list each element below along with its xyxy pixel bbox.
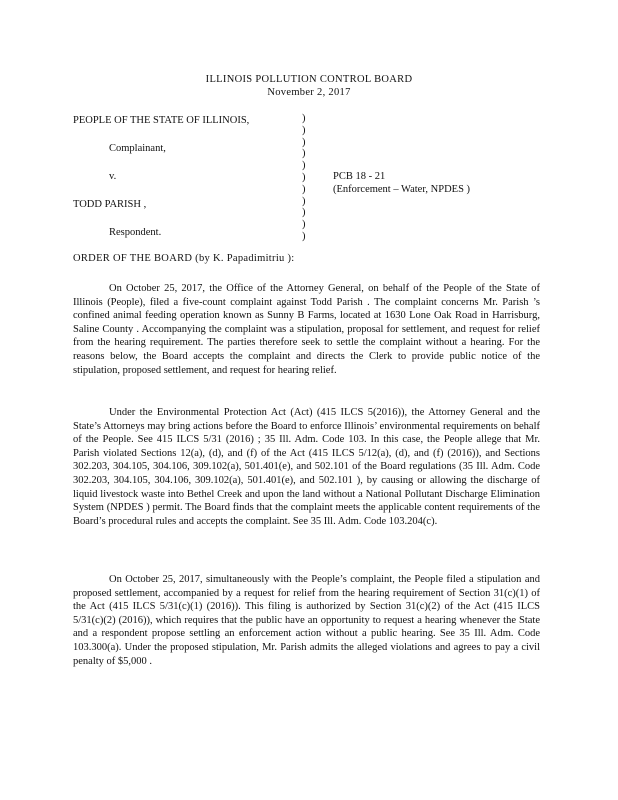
paren: ) [302, 136, 306, 148]
paren: ) [302, 195, 306, 207]
case-type: (Enforcement – Water, NPDES ) [333, 184, 471, 195]
paren: ) [302, 230, 306, 242]
caption-parens [302, 113, 310, 243]
paragraph-1: On October 25, 2017, the Office of the Attorney General, on behalf of the People of the State of Illinois (People), filed a five-count complaint against Todd Parish . The complaint concerns Mr. Parish ’s confined animal feeding operation known as Sunny B Farms, located at 1630 Lone Oak Road in Harrisburg, Saline County . Accompanying the complaint was a stipulation, proposal for settlement, and request for relief from the hearing requirement. The parties therefore seek to settle the complaint without a hearing. For the reasons below, the Board accepts the complaint and directs the Clerk to provide public notice of the stipulation, proposed settlement, and request for hearing relief. [73, 283, 540, 376]
paren: ) [302, 113, 306, 124]
order-date: November 2, 2017 [267, 87, 351, 98]
case-number: PCB 18 - 21 [333, 171, 386, 182]
paren: ) [302, 207, 306, 219]
paren: ) [302, 183, 306, 195]
board-name: ILLINOIS POLLUTION CONTROL BOARD [205, 74, 413, 85]
order-title: ORDER OF THE BOARD (by K. Papadimitriu ): [73, 253, 295, 264]
respondent-label: Respondent. [109, 227, 162, 238]
plaintiff-name: PEOPLE OF THE STATE OF ILLINOIS, [73, 115, 250, 126]
complainant-label: Complainant, [109, 143, 166, 154]
paragraph-2: Under the Environmental Protection Act (Act) (415 ILCS 5(2016)), the Attorney General and the State’s Attorneys may bring actions before the Board to enforce Illinois’ environmental requirements on behalf of the People. See 415 ILCS 5/31 (2016) ; 35 Ill. Adm. Code 103. In this case, the People allege that Mr. Parish violated Sections 12(a), (d), and (f) of the Act (415 ILCS 5/12(a), (d), and (f) (2016)), and Sections 302.203, 304.105, 304.106, 309.102(a), 501.401(e), and 502.101 of the Board regulations (35 Ill. Adm. Code 302.203, 304.105, 304.106, 309.102(a), 501.401(e), and 502.101 ), by causing or allowing the discharge of liquid livestock waste into Bethel Creek and upon the land without a National Pollutant Discharge Elimination System (NPDES ) permit. The Board finds that the complaint meets the applicable content requirements of the Board’s procedural rules and accepts the complaint. See 35 Ill. Adm. Code 103.204(c). [73, 407, 540, 527]
paren: ) [302, 160, 306, 172]
paragraph-3: On October 25, 2017, simultaneously with the People’s complaint, the People filed a stipulation and proposed settlement, accompanied by a request for relief from the hearing requirement of Section 31(c)(1) of the Act (415 ILCS 5/31(c)(1) (2016)). This filing is authorized by Section 31(c)(2) of the Act (415 ILCS 5/31(c)(2) (2016)), which requires that the public have an opportunity to request a hearing whenever the State and a respondent propose settling an enforcement action without a public hearing. See 35 Ill. Adm. Code 103.300(a). Under the proposed stipulation, Mr. Parish admits the alleged violations and agrees to pay a civil penalty of $5,000 . [73, 574, 540, 667]
paren: ) [302, 171, 306, 183]
versus-label: v. [109, 171, 117, 182]
defendant-name: TODD PARISH , [73, 199, 147, 210]
paren: ) [302, 148, 306, 160]
paren: ) [302, 219, 306, 231]
paren: ) [302, 124, 306, 136]
